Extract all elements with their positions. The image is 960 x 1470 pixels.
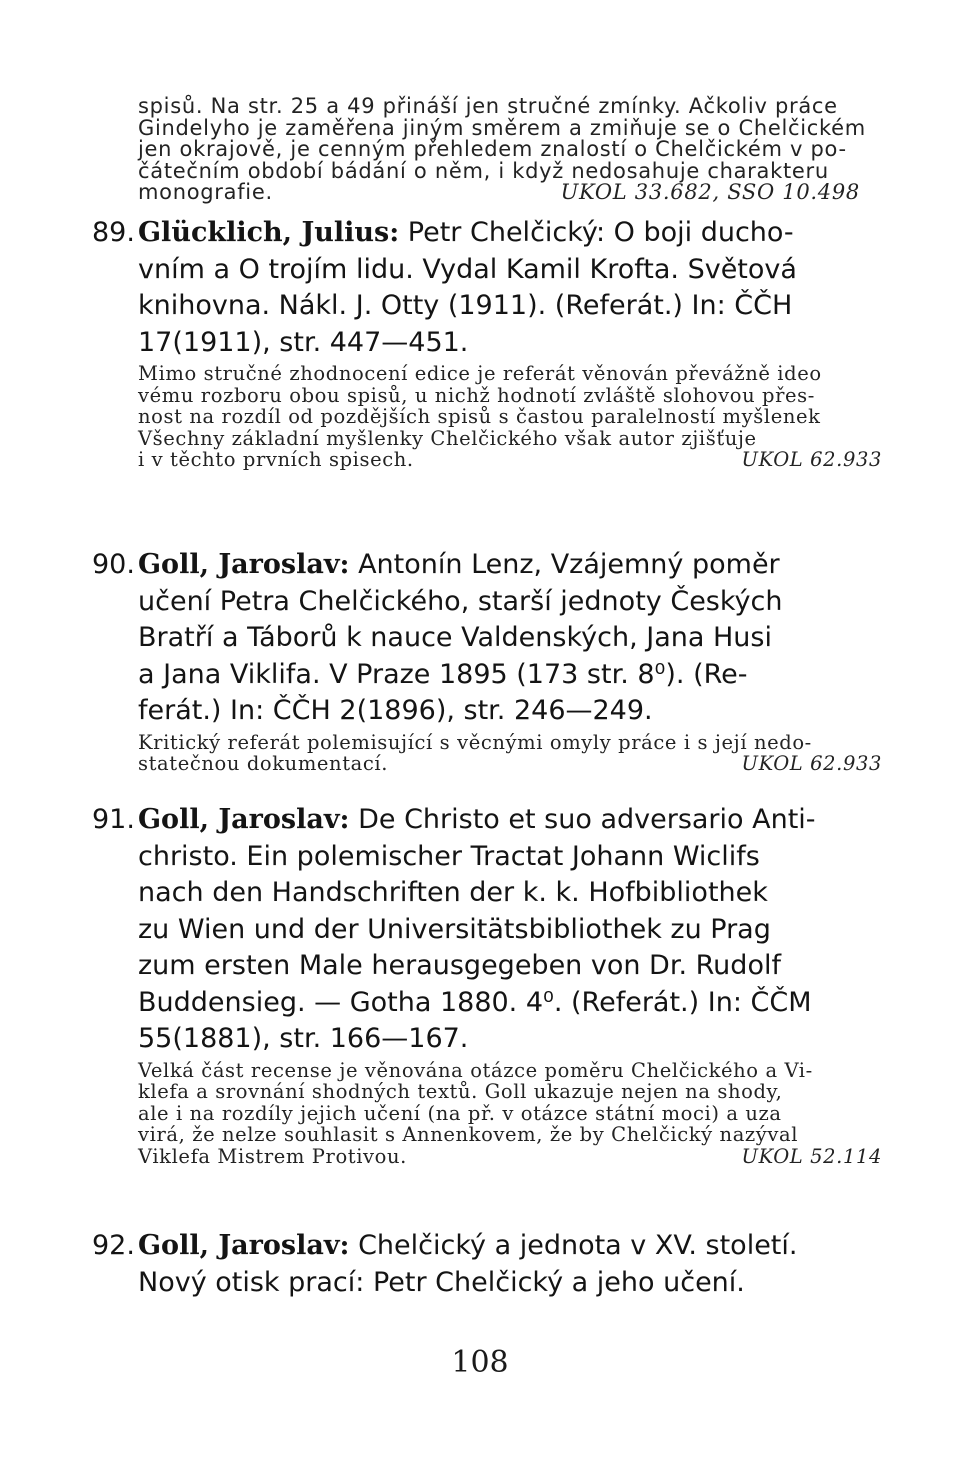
heading-line: 55(1881), str. 166—167. <box>138 1023 469 1054</box>
intro-line: jen okrajově, je cenným přehledem znalostí o Chelčickém v po- <box>138 137 847 161</box>
ukol-reference: UKOL 62.933 <box>741 448 882 471</box>
heading-line <box>138 1228 882 1265</box>
ukol-reference: UKOL 62.933 <box>741 752 882 775</box>
entry-heading <box>138 1228 882 1301</box>
entry-annotation <box>138 732 882 775</box>
entry-author: Goll, Jaroslav: <box>138 1230 350 1261</box>
heading-line: zum ersten Male herausgegeben von Dr. Rudolf <box>138 950 781 981</box>
entry-title: Chelčický a jednota v XV. století. <box>349 1230 798 1261</box>
intro-line: Gindelyho je zaměřena jiným směrem a zmiňuje se o Chelčickém <box>138 115 866 140</box>
intro-line: monografie. <box>138 180 273 204</box>
entry-author: Glücklich, Julius: <box>138 217 400 248</box>
annotation-line: Velká část recense je věnována otázce poměru Chelčického a Vi- <box>138 1058 813 1082</box>
page-number: 108 <box>451 1345 509 1380</box>
heading-line <box>138 802 882 839</box>
heading-line: christo. Ein polemischer Tractat Johann Wiclifs <box>138 840 760 872</box>
heading-line: ferát.) In: ČČH 2(1896), str. 246—249. <box>138 695 653 726</box>
heading-line: nach den Handschriften der k. k. Hofbibliothek <box>138 877 768 908</box>
heading-line: 17(1911), str. 447—451. <box>138 326 469 358</box>
annotation-line: klefa a srovnání shodných textů. Goll ukazuje nejen na shody, <box>138 1080 783 1103</box>
intro-paragraph <box>138 96 868 204</box>
annotation-line: vému rozboru obou spisů, u nichž hodnotí zvláště slohovou přes- <box>138 383 815 407</box>
heading-line: vním a O trojím lidu. Vydal Kamil Krofta. Světová <box>138 253 797 285</box>
annotation-line: ale i na rozdíly jejich učení (na př. v otázce státní moci) a uza <box>138 1101 782 1125</box>
heading-line: učení Petra Chelčického, starší jednoty Českých <box>138 585 783 617</box>
annotation-line: i v těchto prvních spisech. <box>138 448 414 471</box>
annotation-line: Všechny základní myšlenky Chelčického však autor zjišťuje <box>138 426 757 450</box>
annotation-line: nost na rozdíl od pozdějších spisů s častou paralelností myšlenek <box>138 405 821 428</box>
entry-number: 91. <box>92 804 135 835</box>
heading-line: knihovna. Nákl. J. Otty (1911). (Referát.) In: ČČH <box>138 290 793 321</box>
entry-annotation <box>138 1060 882 1168</box>
heading-line <box>138 215 882 252</box>
bibliography-entry <box>92 547 882 775</box>
entry-title: De Christo et suo adversario Anti- <box>349 804 816 835</box>
annotation-line: Viklefa Mistrem Protivou. <box>138 1144 407 1168</box>
entry-author: Goll, Jaroslav: <box>138 804 350 835</box>
bibliography-entry <box>92 1228 882 1301</box>
heading-line <box>138 547 882 584</box>
heading-line: a Jana Viklifa. V Praze 1895 (173 str. 8⁰). (Re- <box>138 658 748 690</box>
ukol-reference: UKOL 33.682, SSO 10.498 <box>560 180 860 204</box>
entry-number: 92. <box>92 1230 135 1261</box>
entry-author: Goll, Jaroslav: <box>138 549 350 580</box>
intro-last-line <box>138 182 868 204</box>
entry-heading <box>138 215 882 361</box>
heading-line: Bratří a Táborů k nauce Valdenských, Jana Husi <box>138 622 772 653</box>
annotation-last-line <box>138 449 882 471</box>
entry-title: Antonín Lenz, Vzájemný poměr <box>349 549 780 580</box>
annotation-last-line <box>138 753 882 775</box>
annotation-line: Mimo stručné zhodnocení edice je referát věnován převážně ideo <box>138 362 822 385</box>
bibliography-entry <box>92 802 882 1167</box>
entry-number: 89. <box>92 217 135 248</box>
intro-line: čátečním období bádání o něm, i když nedosahuje charakteru <box>138 158 829 183</box>
entry-title: Petr Chelčický: O boji ducho- <box>399 217 794 248</box>
annotation-line: Kritický referát polemisující s věcnými omyly práce i s její nedo- <box>138 730 812 754</box>
entry-heading <box>138 802 882 1058</box>
annotation-last-line <box>138 1146 882 1168</box>
bibliography-entry <box>92 215 882 471</box>
heading-line: zu Wien und der Universitätsbibliothek zu Prag <box>138 913 771 945</box>
annotation-line: virá, že nelze souhlasit s Annenkovem, že by Chelčický nazýval <box>138 1123 799 1146</box>
entry-annotation <box>138 363 882 471</box>
heading-line: Nový otisk prací: Petr Chelčický a jeho učení. <box>138 1266 745 1298</box>
ukol-reference: UKOL 52.114 <box>741 1144 882 1168</box>
intro-line: spisů. Na str. 25 a 49 přináší jen stručné zmínky. Ačkoliv práce <box>138 94 838 118</box>
entry-number: 90. <box>92 549 135 580</box>
annotation-line: statečnou dokumentací. <box>138 752 389 775</box>
heading-line: Buddensieg. — Gotha 1880. 4⁰. (Referát.) In: ČČM <box>138 986 812 1018</box>
entry-heading <box>138 547 882 730</box>
